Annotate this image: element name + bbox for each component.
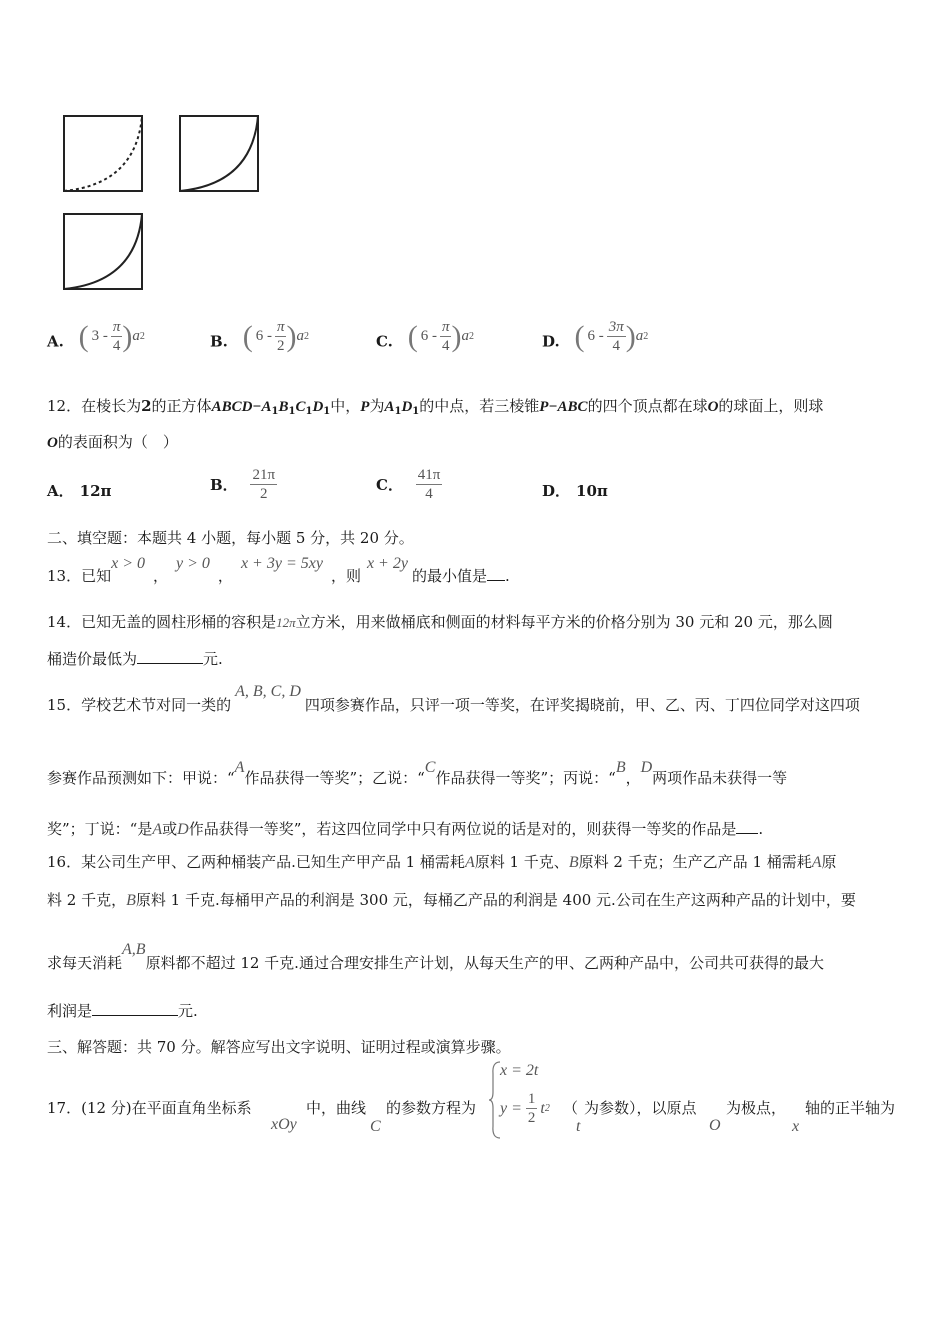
fraction-num: π bbox=[441, 319, 450, 335]
expr-exp: 2 bbox=[468, 331, 474, 342]
fraction bbox=[607, 318, 626, 355]
q17-x: x bbox=[792, 1118, 800, 1135]
text-span: 原料 2 千克；生产乙产品 1 桶需耗 bbox=[578, 853, 812, 871]
text-span: 或 bbox=[162, 820, 178, 838]
q17-text-d: （ bbox=[563, 1099, 579, 1117]
text-span: 求每天消耗 bbox=[47, 954, 123, 972]
text-span: O bbox=[47, 435, 58, 451]
q12-option-a bbox=[47, 480, 112, 501]
q12-line1 bbox=[47, 395, 823, 417]
text-span: 12π bbox=[79, 482, 112, 500]
fraction-num: π bbox=[276, 319, 285, 335]
text-span: A bbox=[384, 399, 395, 415]
q17-text-f: 为极点， bbox=[726, 1099, 787, 1117]
expr-pre: 6 - bbox=[420, 328, 437, 344]
text-span: 的表面积为（ ） bbox=[57, 433, 178, 451]
text-span: B bbox=[615, 759, 626, 776]
text-span: 桶造价最低为 bbox=[47, 650, 138, 668]
q11-option-d bbox=[542, 318, 648, 355]
text-span: B bbox=[126, 892, 136, 909]
q16-line3 bbox=[47, 938, 824, 972]
text-span: 四项参赛作品，只评一项一等奖，在评奖揭晓前，甲、乙、丙、丁四位同学对这四项 bbox=[304, 696, 860, 714]
q17-O: O bbox=[709, 1117, 721, 1134]
text-span: 16．某公司生产甲、乙两种桶装产品.已知生产甲产品 1 桶需耗 bbox=[47, 853, 465, 871]
text-span: O bbox=[707, 399, 719, 415]
q17-t: t bbox=[576, 1118, 581, 1135]
text-span: ， bbox=[625, 769, 641, 787]
text-span: 两项作品未获得一等 bbox=[652, 769, 788, 787]
text-span: 12． bbox=[47, 397, 82, 415]
text-span: 中， bbox=[330, 397, 361, 415]
q11-option-c bbox=[376, 318, 474, 355]
text-span: A, B, C, D bbox=[235, 683, 301, 700]
q17-xOy: xOy bbox=[271, 1116, 297, 1133]
option-letter: C. bbox=[376, 332, 393, 351]
q15-line3 bbox=[47, 818, 763, 839]
expr-a: a bbox=[296, 328, 304, 344]
fraction bbox=[440, 318, 452, 355]
fraction-den: 4 bbox=[441, 338, 450, 354]
text-span: 1 bbox=[288, 406, 296, 417]
text-span: 12π bbox=[276, 615, 296, 630]
text-span: 1 bbox=[412, 406, 420, 417]
q14-line2 bbox=[47, 648, 223, 669]
fraction bbox=[250, 466, 277, 503]
section-2-heading: 二、填空题：本题共 4 小题，每小题 5 分，共 20 分。 bbox=[47, 529, 414, 547]
text-span: ， bbox=[153, 567, 169, 585]
fraction bbox=[526, 1090, 538, 1127]
text-span: 参赛作品预测如下：甲说：“ bbox=[47, 769, 235, 787]
expr-pre: 3 - bbox=[91, 328, 108, 344]
fraction bbox=[416, 466, 443, 503]
q11-option-b bbox=[210, 318, 309, 355]
expr-pre: 6 - bbox=[587, 328, 604, 344]
text-span: D． bbox=[542, 482, 571, 500]
expr-a: a bbox=[461, 328, 469, 344]
text-span: 10π bbox=[576, 482, 608, 500]
text-span: A bbox=[152, 821, 163, 838]
q17-text-c: 的参数方程为 bbox=[386, 1099, 477, 1117]
text-span: 2 bbox=[544, 1103, 550, 1114]
expr-a: a bbox=[132, 328, 140, 344]
text-span: C． bbox=[376, 476, 403, 494]
text-span: 元. bbox=[203, 650, 223, 668]
expr-pre: 6 - bbox=[255, 328, 272, 344]
figure-dotted-arc bbox=[60, 112, 150, 196]
figure-solid-arc-1 bbox=[176, 112, 266, 196]
fraction-num: π bbox=[112, 319, 121, 335]
text-span: P−ABC bbox=[539, 399, 588, 415]
q14-line1 bbox=[47, 611, 833, 632]
q12-option-d bbox=[542, 480, 608, 501]
q15-line1 bbox=[47, 680, 860, 714]
text-span: D bbox=[640, 759, 653, 776]
q17-eq1: x = 2t bbox=[500, 1062, 539, 1079]
text-span: 作品获得一等奖”；乙说：“ bbox=[244, 769, 425, 787]
text-span: 原料 1 千克、 bbox=[474, 853, 569, 871]
text-span: 1 bbox=[527, 1091, 536, 1107]
q17-C: C bbox=[370, 1118, 381, 1135]
option-expression: ( 3 - $\frac{\pi}{4}$ ) a 2 bbox=[78, 319, 145, 354]
text-span: D bbox=[177, 821, 189, 838]
text-span: 2 bbox=[527, 1110, 536, 1126]
text-span: . bbox=[504, 567, 510, 585]
text-span: 15．学校艺术节对同一类的 bbox=[47, 696, 232, 714]
fraction bbox=[275, 318, 287, 355]
fraction bbox=[111, 318, 123, 355]
text-span: 14．已知无盖的圆柱形桶的容积是 bbox=[47, 613, 277, 631]
text-span: y = bbox=[500, 1099, 522, 1117]
text-span: B bbox=[278, 399, 289, 415]
text-span: 奖”；丁说：“是 bbox=[47, 820, 153, 838]
text-span: y > 0 bbox=[176, 555, 210, 572]
text-span: 原料都不超过 12 千克.通过合理安排生产计划，从每天生产的甲、乙两种产品中，公司共可获得的最大 bbox=[145, 954, 824, 972]
fraction-num: 3π bbox=[608, 319, 624, 335]
expr-exp: 2 bbox=[139, 331, 145, 342]
q11-option-a bbox=[47, 318, 145, 355]
fraction-den: 4 bbox=[112, 338, 121, 354]
figure-solid-arc-2 bbox=[60, 210, 150, 294]
text-span: 2 bbox=[260, 486, 268, 502]
q16-line4 bbox=[47, 1000, 198, 1021]
text-span: 4 bbox=[425, 486, 433, 502]
text-span: ，则 bbox=[330, 567, 361, 585]
text-span: 1 bbox=[271, 406, 279, 417]
text-span: 原料 1 千克.每桶甲产品的利润是 300 元，每桶乙产品的利润是 400 元.公司在生产这两种产品的计划中，要 bbox=[135, 891, 856, 909]
text-span: 的四个顶点都在球 bbox=[587, 397, 708, 415]
q12-option-b bbox=[210, 466, 277, 503]
text-span: B bbox=[568, 854, 579, 871]
answer-blank bbox=[736, 819, 758, 834]
text-span: x + 3y = 5xy bbox=[240, 555, 323, 572]
text-span: A bbox=[811, 854, 822, 871]
text-span: 2 bbox=[141, 397, 152, 415]
text-span: 立方米，用来做桶底和侧面的材料每平方米的价格分别为 30 元和 20 元，那么圆 bbox=[295, 613, 833, 631]
text-span: C bbox=[295, 399, 306, 415]
text-span: 料 2 千克， bbox=[47, 891, 127, 909]
text-span: D bbox=[401, 399, 413, 415]
text-span: x > 0 bbox=[111, 555, 145, 572]
option-letter: A. bbox=[47, 332, 64, 351]
text-span: 的最小值是 bbox=[411, 567, 487, 585]
text-span: B． bbox=[210, 476, 238, 494]
expr-exp: 2 bbox=[643, 331, 649, 342]
text-span: 利润是 bbox=[47, 1002, 93, 1020]
text-span: 41π bbox=[417, 467, 441, 483]
q12-line2 bbox=[47, 431, 178, 452]
text-span: x + 2y bbox=[366, 555, 408, 572]
q16-line1 bbox=[47, 851, 837, 872]
text-span: . bbox=[758, 820, 764, 838]
q16-line2 bbox=[47, 889, 856, 910]
text-span: 1 bbox=[305, 406, 313, 417]
text-span: 的正方体 bbox=[151, 397, 212, 415]
text-span: C bbox=[424, 759, 436, 776]
text-span: 1 bbox=[394, 406, 402, 417]
text-span: 在棱长为 bbox=[81, 397, 142, 415]
text-span: t bbox=[540, 1099, 545, 1117]
answer-blank bbox=[92, 1001, 178, 1016]
text-span: 作品获得一等奖”；丙说：“ bbox=[435, 769, 616, 787]
q17-text-b: 中，曲线 bbox=[306, 1099, 367, 1117]
answer-blank bbox=[487, 566, 505, 581]
option-letter: B. bbox=[210, 332, 228, 351]
text-span: A． bbox=[47, 482, 74, 500]
text-span: ABCD−A bbox=[211, 399, 272, 415]
text-span: 的球面上，则球 bbox=[718, 397, 824, 415]
expr-a: a bbox=[635, 328, 644, 344]
q13 bbox=[47, 552, 510, 585]
q17-text-g: 轴的正半轴为 bbox=[805, 1099, 896, 1117]
fraction-den: 2 bbox=[276, 338, 285, 354]
option-letter: D. bbox=[542, 332, 560, 351]
text-span: A bbox=[234, 759, 245, 776]
text-span: 为 bbox=[369, 397, 385, 415]
q17-text-e: 为参数），以原点 bbox=[584, 1099, 697, 1117]
section-3-heading: 三、解答题：共 70 分。解答应写出文字说明、证明过程或演算步骤。 bbox=[47, 1038, 511, 1056]
text-span: P bbox=[360, 399, 370, 415]
text-span: 原 bbox=[821, 853, 837, 871]
text-span: 1 bbox=[323, 406, 331, 417]
text-span: ， bbox=[217, 567, 233, 585]
text-span: A,B bbox=[122, 941, 146, 958]
fraction-den: 4 bbox=[612, 338, 620, 354]
answer-blank bbox=[137, 649, 203, 664]
option-expression: ( 6 - $\frac{3\pi}{4}$ ) a 2 bbox=[574, 319, 649, 354]
text-span: A bbox=[464, 854, 475, 871]
text-span: 作品获得一等奖”，若这四位同学中只有两位说的话是对的，则获得一等奖的作品是 bbox=[188, 820, 737, 838]
text-span: 元. bbox=[178, 1002, 198, 1020]
q17-eq2 bbox=[500, 1090, 550, 1127]
option-expression: ( 6 - $\frac{\pi}{2}$ ) a 2 bbox=[242, 319, 309, 354]
text-span: D bbox=[312, 399, 324, 415]
text-span: 13．已知 bbox=[47, 567, 112, 585]
option-expression: ( 6 - $\frac{\pi}{4}$ ) a 2 bbox=[407, 319, 474, 354]
expr-exp: 2 bbox=[303, 331, 309, 342]
text-span: 的中点，若三棱锥 bbox=[419, 397, 540, 415]
q12-option-c bbox=[376, 466, 442, 503]
q15-line2 bbox=[47, 756, 787, 786]
text-span: 21π bbox=[252, 467, 276, 483]
q17-text-a: 17．(12 分)在平面直角坐标系 bbox=[47, 1099, 252, 1117]
